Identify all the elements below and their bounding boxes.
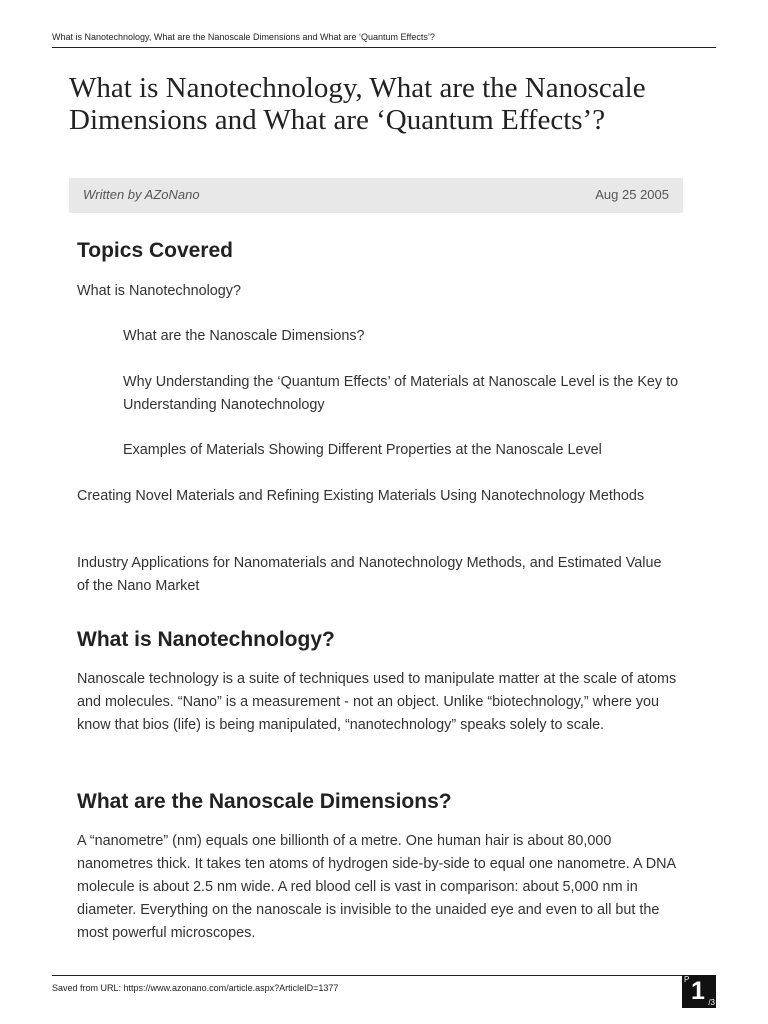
article-title: What is Nanotechnology, What are the Nanoscale Dimensions and What are ‘Quantum Effects’?: [69, 72, 646, 136]
section-paragraph: A “nanometre” (nm) equals one billionth of a metre. One human hair is about 80,000 nanometres thick. It takes ten atoms of hydrogen side-by-side to equal one nanometre. A DNA molecule is about 2.5 nm wide. A red blood cell is vast in comparison: about 5,000 nm in diameter. Everything on the nanoscale is invisible to the unaided eye and even to all but the most powerful microscopes.: [77, 833, 676, 941]
section-heading: What are the Nanoscale Dimensions?: [77, 790, 452, 813]
header-rule: [52, 47, 716, 48]
author: Written by AZoNano: [83, 187, 200, 202]
topic-item[interactable]: Examples of Materials Showing Different Properties at the Nanoscale Level: [123, 442, 602, 458]
page-number: 1: [691, 977, 705, 1005]
topic-item[interactable]: What is Nanotechnology?: [77, 283, 241, 299]
page-number-badge: [682, 975, 716, 1008]
topic-item[interactable]: Why Understanding the ‘Quantum Effects’ of Materials at Nanoscale Level is the Key to Understanding Nanotechnology: [123, 374, 679, 413]
section-heading: What is Nanotechnology?: [77, 628, 335, 651]
publish-date: Aug 25 2005: [595, 187, 669, 202]
running-header: What is Nanotechnology, What are the Nanoscale Dimensions and What are ‘Quantum Effects’?: [52, 32, 435, 42]
footer-rule: [52, 975, 682, 976]
byline-bar: [69, 178, 683, 213]
footer-source-url: Saved from URL: https://www.azonano.com/article.aspx?ArticleID=1377: [52, 983, 339, 993]
topics-heading: Topics Covered: [77, 239, 233, 262]
section-paragraph: Nanoscale technology is a suite of techniques used to manipulate matter at the scale of atoms and molecules. “Nano” is a measurement - not an object. Unlike “biotechnology,” where you know that bios (life) is being manipulated, “nanotechnology” speaks solely to scale.: [77, 671, 677, 733]
page-label: P: [684, 975, 690, 984]
page-total: /3: [708, 998, 715, 1007]
topic-item[interactable]: Creating Novel Materials and Refining Existing Materials Using Nanotechnology Methods: [77, 488, 645, 504]
topic-item[interactable]: What are the Nanoscale Dimensions?: [123, 328, 365, 344]
topic-item[interactable]: Industry Applications for Nanomaterials and Nanotechnology Methods, and Estimated Value of the Nano Market: [77, 555, 662, 594]
